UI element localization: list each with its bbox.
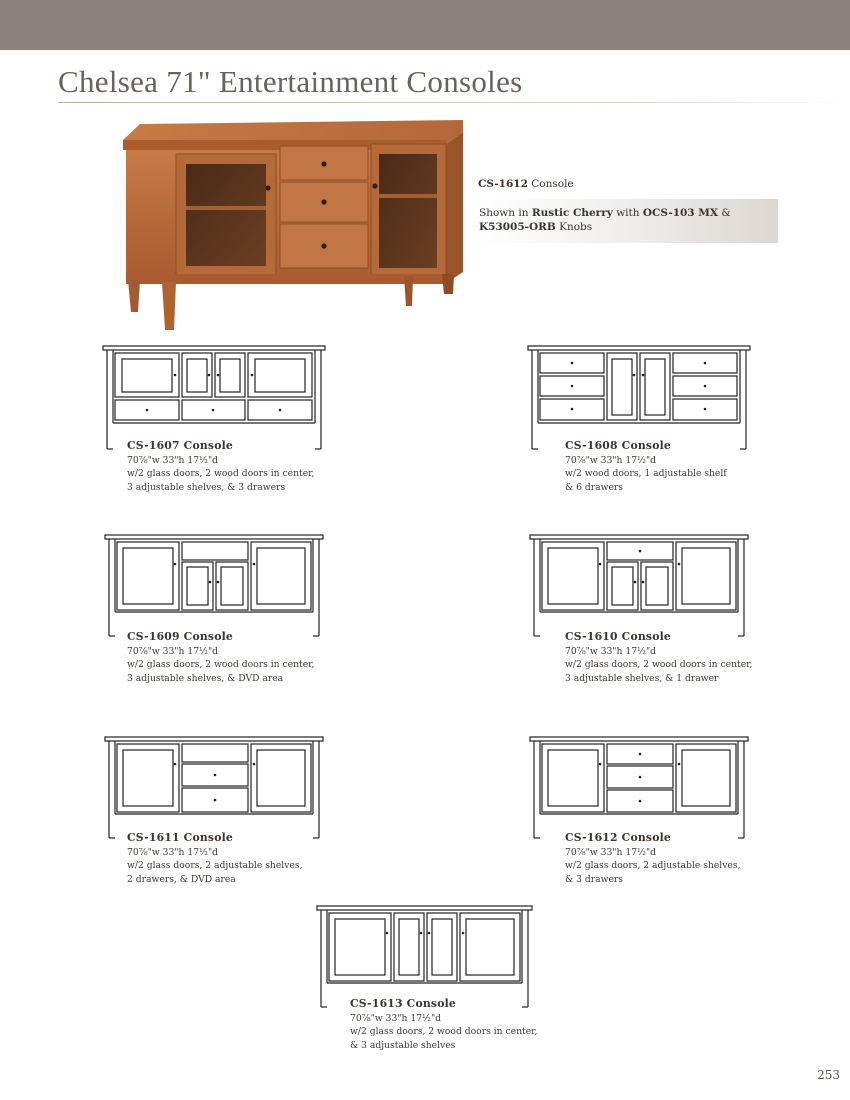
item-dimensions: 70⅞"w 33"h 17½"d xyxy=(127,454,219,466)
item-description: w/2 glass doors, 2 wood doors in center, xyxy=(350,1026,538,1037)
hero-console-photo xyxy=(118,116,470,334)
item-name: CS-1607 Console xyxy=(127,439,233,452)
item-name: CS-1608 Console xyxy=(565,439,671,452)
item-description: & 6 drawers xyxy=(565,481,624,493)
cs-1613-text xyxy=(350,997,537,1052)
item-name: CS-1612 Console xyxy=(565,831,671,844)
item-description: & 3 drawers xyxy=(565,873,624,885)
hero-stain: OCS-103 MX xyxy=(642,207,719,219)
cs-1608-drawing xyxy=(527,345,753,451)
cs-1610-text xyxy=(565,630,752,685)
page-number: 253 xyxy=(817,1068,840,1082)
item-description: 3 adjustable shelves, & DVD area xyxy=(127,672,284,684)
cs-1608-text xyxy=(565,439,727,494)
hero-finish: Rustic Cherry xyxy=(531,207,613,219)
cs-1609-drawing xyxy=(104,534,328,638)
cs-1607-text xyxy=(127,439,314,494)
item-name: CS-1609 Console xyxy=(127,630,233,643)
item-name: CS-1611 Console xyxy=(127,831,233,844)
item-dimensions: 70⅞"w 33"h 17½"d xyxy=(565,645,657,657)
item-name: CS-1613 Console xyxy=(350,997,456,1010)
cs-1611-text xyxy=(127,831,303,886)
hero-model-suffix: Console xyxy=(531,178,574,190)
hero-shown-prefix: Shown in xyxy=(479,207,529,219)
hero-caption xyxy=(478,178,778,243)
cs-1610-drawing xyxy=(529,534,753,638)
cs-1609-text xyxy=(127,630,314,685)
page-title: Chelsea 71" Entertainment Consoles xyxy=(58,64,523,99)
cs-1611-drawing xyxy=(104,736,328,840)
cs-1607-drawing xyxy=(102,345,328,451)
hero-amp: & xyxy=(721,207,731,219)
item-dimensions: 70⅞"w 33"h 17½"d xyxy=(565,454,657,466)
cs-1612-drawing xyxy=(529,736,753,840)
item-dimensions: 70⅞"w 33"h 17½"d xyxy=(127,846,219,858)
hero-knob-suffix: Knobs xyxy=(559,221,593,233)
item-name: CS-1610 Console xyxy=(565,630,671,643)
item-dimensions: 70⅞"w 33"h 17½"d xyxy=(350,1012,442,1024)
hero-finish-box xyxy=(478,199,778,243)
item-description: 3 adjustable shelves, & 3 drawers xyxy=(127,481,286,493)
item-description: w/2 glass doors, 2 adjustable shelves, xyxy=(565,860,741,871)
item-description: 2 drawers, & DVD area xyxy=(127,873,236,885)
item-description: w/2 glass doors, 2 wood doors in center, xyxy=(127,468,315,479)
item-description: w/2 glass doors, 2 wood doors in center, xyxy=(127,659,315,670)
hero-model: CS-1612 xyxy=(478,178,528,190)
item-description: & 3 adjustable shelves xyxy=(350,1039,456,1051)
top-color-band xyxy=(0,0,850,50)
item-description: w/2 glass doors, 2 wood doors in center, xyxy=(565,659,753,670)
hero-knob-code: K53005-ORB xyxy=(479,221,556,233)
cs-1613-drawing xyxy=(316,905,536,1009)
item-description: w/2 wood doors, 1 adjustable shelf xyxy=(565,468,727,479)
cs-1612-text xyxy=(565,831,741,886)
item-description: 3 adjustable shelves, & 1 drawer xyxy=(565,672,719,684)
item-dimensions: 70⅞"w 33"h 17½"d xyxy=(565,846,657,858)
hero-model-line xyxy=(478,178,778,190)
hero-with: with xyxy=(616,207,640,219)
title-divider xyxy=(58,102,850,103)
item-description: w/2 glass doors, 2 adjustable shelves, xyxy=(127,860,303,871)
item-dimensions: 70⅞"w 33"h 17½"d xyxy=(127,645,219,657)
